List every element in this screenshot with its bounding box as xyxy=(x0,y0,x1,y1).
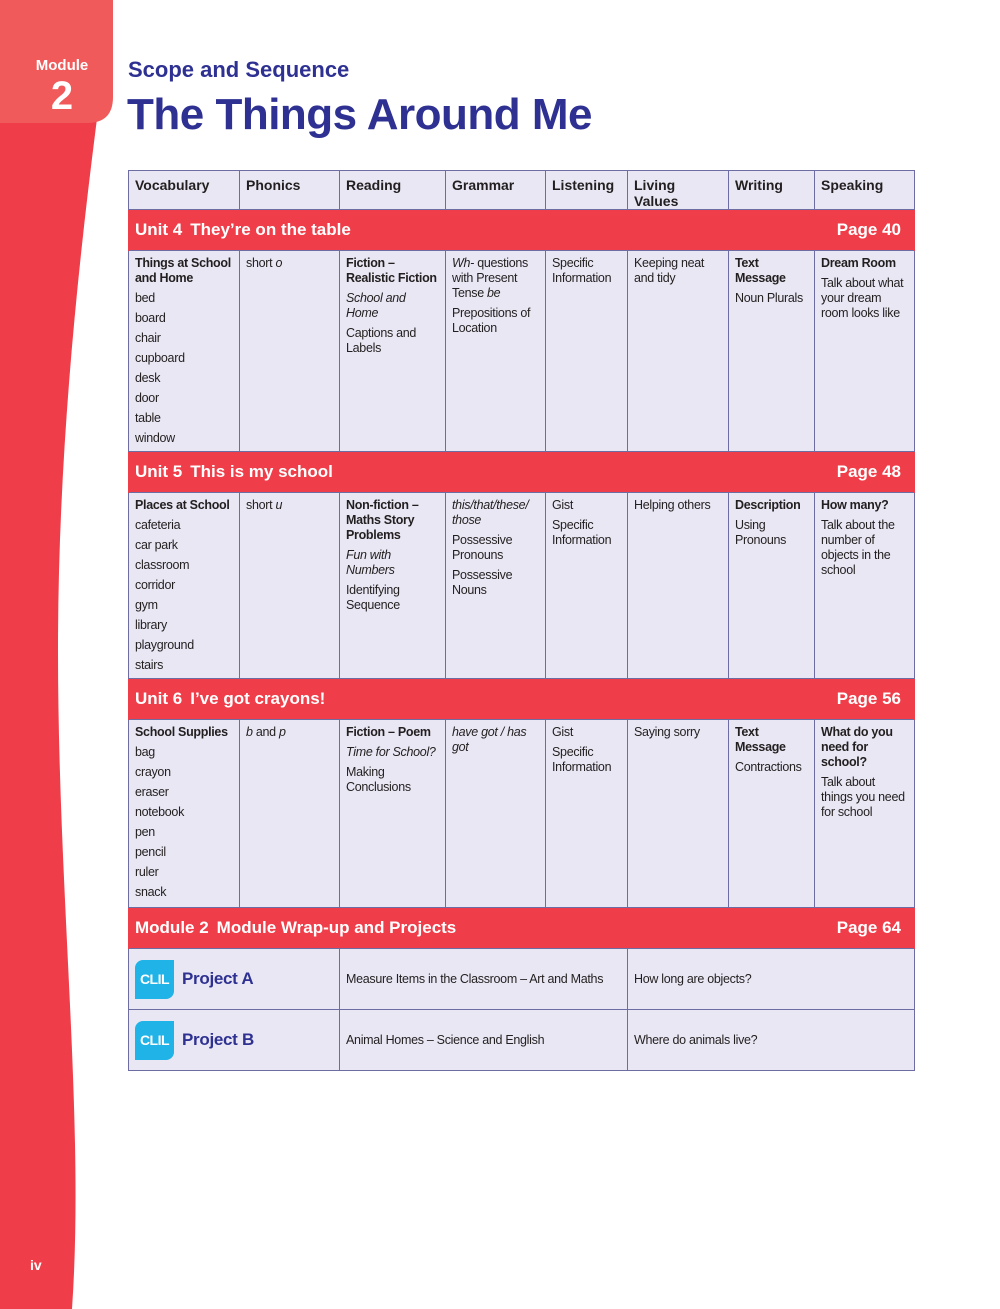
unit-content-row xyxy=(129,251,915,452)
vocab-word: notebook xyxy=(135,805,185,819)
project-label-cell xyxy=(129,1010,340,1071)
vocab-word: board xyxy=(135,311,166,325)
vocab-word: stairs xyxy=(135,658,164,672)
grammar-text: questions with Present Tense xyxy=(452,256,528,300)
speaking-cell xyxy=(815,720,915,908)
phonics-text: short xyxy=(246,256,276,270)
speaking-topic: How many? xyxy=(821,498,889,512)
module-number: 2 xyxy=(50,74,74,118)
vocab-word: cupboard xyxy=(135,351,185,365)
column-header-row xyxy=(129,171,915,210)
reading-story: Fun with Numbers xyxy=(346,548,395,577)
grammar-be: be xyxy=(487,286,501,300)
project-topic: Animal Homes – Science and English xyxy=(340,1010,628,1071)
vocab-heading: Places at School xyxy=(135,498,230,512)
phonics-letter: b xyxy=(246,725,253,739)
writing-type: Text Message xyxy=(735,256,786,285)
listening-cell xyxy=(546,720,628,908)
vocab-word: playground xyxy=(135,638,194,652)
listening-item: Specific Information xyxy=(552,518,612,547)
vocab-word: cafeteria xyxy=(135,518,181,532)
wrapup-page: Page 64 xyxy=(836,918,901,937)
reading-story: School and Home xyxy=(346,291,406,320)
col-header-phonics: Phonics xyxy=(240,171,340,210)
project-question: Where do animals live? xyxy=(628,1010,915,1071)
writing-type: Description xyxy=(735,498,801,512)
unit-name: Unit 4 xyxy=(135,220,183,239)
scope-sequence-table xyxy=(128,170,915,1071)
vocab-word: bed xyxy=(135,291,155,305)
vocab-word: pen xyxy=(135,825,155,839)
unit-name: Unit 6 xyxy=(135,689,183,708)
writing-cell xyxy=(729,493,815,679)
grammar-cell xyxy=(446,493,546,679)
col-header-writing: Writing xyxy=(729,171,815,210)
vocab-word: library xyxy=(135,618,167,632)
vocab-word: door xyxy=(135,391,159,405)
grammar-item: Prepositions of Location xyxy=(452,306,531,335)
vocab-heading: Things at School and Home xyxy=(135,256,231,285)
speaking-cell xyxy=(815,493,915,679)
writing-cell xyxy=(729,251,815,452)
reading-type: Fiction – Poem xyxy=(346,725,431,739)
module-label: Module xyxy=(35,57,89,74)
wrapup-banner xyxy=(129,908,915,949)
reading-cell xyxy=(340,493,446,679)
vocab-word: crayon xyxy=(135,765,171,779)
unit-name: Unit 5 xyxy=(135,462,183,481)
reading-skill: Making Conclusions xyxy=(346,765,411,794)
unit-content-row xyxy=(129,493,915,679)
project-name: Project A xyxy=(182,969,254,988)
speaking-topic: Dream Room xyxy=(821,256,896,270)
phonics-cell xyxy=(240,251,340,452)
vocab-word: car park xyxy=(135,538,178,552)
vocab-word: bag xyxy=(135,745,155,759)
clil-badge: CLIL xyxy=(135,1021,174,1060)
speaking-task: Talk about things you need for school xyxy=(821,775,905,819)
listening-item: Specific Information xyxy=(552,745,612,774)
listening-item: Gist xyxy=(552,498,574,512)
unit-content-row xyxy=(129,720,915,908)
page-title: The Things Around Me xyxy=(127,90,592,139)
wrapup-module: Module 2 xyxy=(135,918,209,937)
vocabulary-cell xyxy=(129,493,240,679)
phonics-letter: o xyxy=(275,256,283,270)
vocab-word: desk xyxy=(135,371,161,385)
unit-title: I’ve got crayons! xyxy=(190,689,326,708)
vocab-word: corridor xyxy=(135,578,175,592)
col-header-living-values: Living Values xyxy=(628,171,729,210)
listening-item: Gist xyxy=(552,725,574,739)
side-band xyxy=(0,0,130,1309)
vocab-word: chair xyxy=(135,331,161,345)
unit-banner xyxy=(129,452,915,493)
listening-cell xyxy=(546,251,628,452)
grammar-item: Possessive Nouns xyxy=(452,568,513,597)
grammar-cell xyxy=(446,251,546,452)
grammar-demonstratives: this/that/these/ those xyxy=(452,498,529,527)
grammar-item: have got / has got xyxy=(452,725,527,754)
project-topic: Measure Items in the Classroom – Art and Maths xyxy=(340,949,628,1010)
unit-title: This is my school xyxy=(190,462,333,481)
vocab-word: ruler xyxy=(135,865,159,879)
grammar-item: Possessive Pronouns xyxy=(452,533,513,562)
vocab-heading: School Supplies xyxy=(135,725,228,739)
phonics-cell xyxy=(240,720,340,908)
unit-title: They’re on the table xyxy=(190,220,351,239)
vocab-word: snack xyxy=(135,885,167,899)
unit-banner xyxy=(129,210,915,251)
vocab-word: window xyxy=(135,431,175,445)
speaking-cell xyxy=(815,251,915,452)
vocab-word: pencil xyxy=(135,845,166,859)
reading-skill: Identifying Sequence xyxy=(346,583,400,612)
reading-cell xyxy=(340,251,446,452)
project-row xyxy=(129,1010,915,1071)
living-value: Helping others xyxy=(634,498,711,512)
col-header-reading: Reading xyxy=(340,171,446,210)
living-value: Keeping neat and tidy xyxy=(634,256,705,285)
unit-page: Page 56 xyxy=(836,689,901,708)
project-question: How long are objects? xyxy=(628,949,915,1010)
phonics-cell xyxy=(240,493,340,679)
col-header-grammar: Grammar xyxy=(446,171,546,210)
unit-page: Page 48 xyxy=(836,462,901,481)
grammar-wh: Wh- xyxy=(452,256,475,270)
writing-type: Text Message xyxy=(735,725,786,754)
col-header-listening: Listening xyxy=(546,171,628,210)
speaking-task: Talk about the number of objects in the school xyxy=(821,518,895,577)
col-header-speaking: Speaking xyxy=(815,171,915,210)
phonics-letter: u xyxy=(275,498,283,512)
project-row xyxy=(129,949,915,1010)
writing-skill: Noun Plurals xyxy=(735,291,803,305)
reading-skill: Captions and Labels xyxy=(346,326,417,355)
living-values-cell xyxy=(628,720,729,908)
grammar-cell xyxy=(446,720,546,908)
reading-cell xyxy=(340,720,446,908)
living-value: Saying sorry xyxy=(634,725,700,739)
phonics-letter: p xyxy=(278,725,286,739)
writing-skill: Using Pronouns xyxy=(735,518,787,547)
listening-item: Specific Information xyxy=(552,256,612,285)
speaking-topic: What do you need for school? xyxy=(821,725,893,769)
living-values-cell xyxy=(628,251,729,452)
project-label-cell xyxy=(129,949,340,1010)
phonics-text: and xyxy=(252,725,279,739)
listening-cell xyxy=(546,493,628,679)
vocabulary-cell xyxy=(129,720,240,908)
reading-type: Non-fiction – Maths Story Problems xyxy=(346,498,419,542)
page-number: iv xyxy=(30,1257,42,1273)
unit-banner xyxy=(129,679,915,720)
reading-story: Time for School? xyxy=(346,745,436,759)
phonics-text: short xyxy=(246,498,276,512)
writing-skill: Contractions xyxy=(735,760,802,774)
project-name: Project B xyxy=(182,1030,254,1049)
vocabulary-cell xyxy=(129,251,240,452)
vocab-word: classroom xyxy=(135,558,190,572)
living-values-cell xyxy=(628,493,729,679)
vocab-word: gym xyxy=(135,598,158,612)
vocab-word: table xyxy=(135,411,161,425)
reading-type: Fiction – Realistic Fiction xyxy=(346,256,437,285)
col-header-vocabulary: Vocabulary xyxy=(129,171,240,210)
wrapup-title: Module Wrap-up and Projects xyxy=(216,918,457,937)
writing-cell xyxy=(729,720,815,908)
vocab-word: eraser xyxy=(135,785,169,799)
speaking-task: Talk about what your dream room looks like xyxy=(821,276,904,320)
unit-page: Page 40 xyxy=(836,220,901,239)
section-kicker: Scope and Sequence xyxy=(128,57,350,82)
clil-badge: CLIL xyxy=(135,960,174,999)
